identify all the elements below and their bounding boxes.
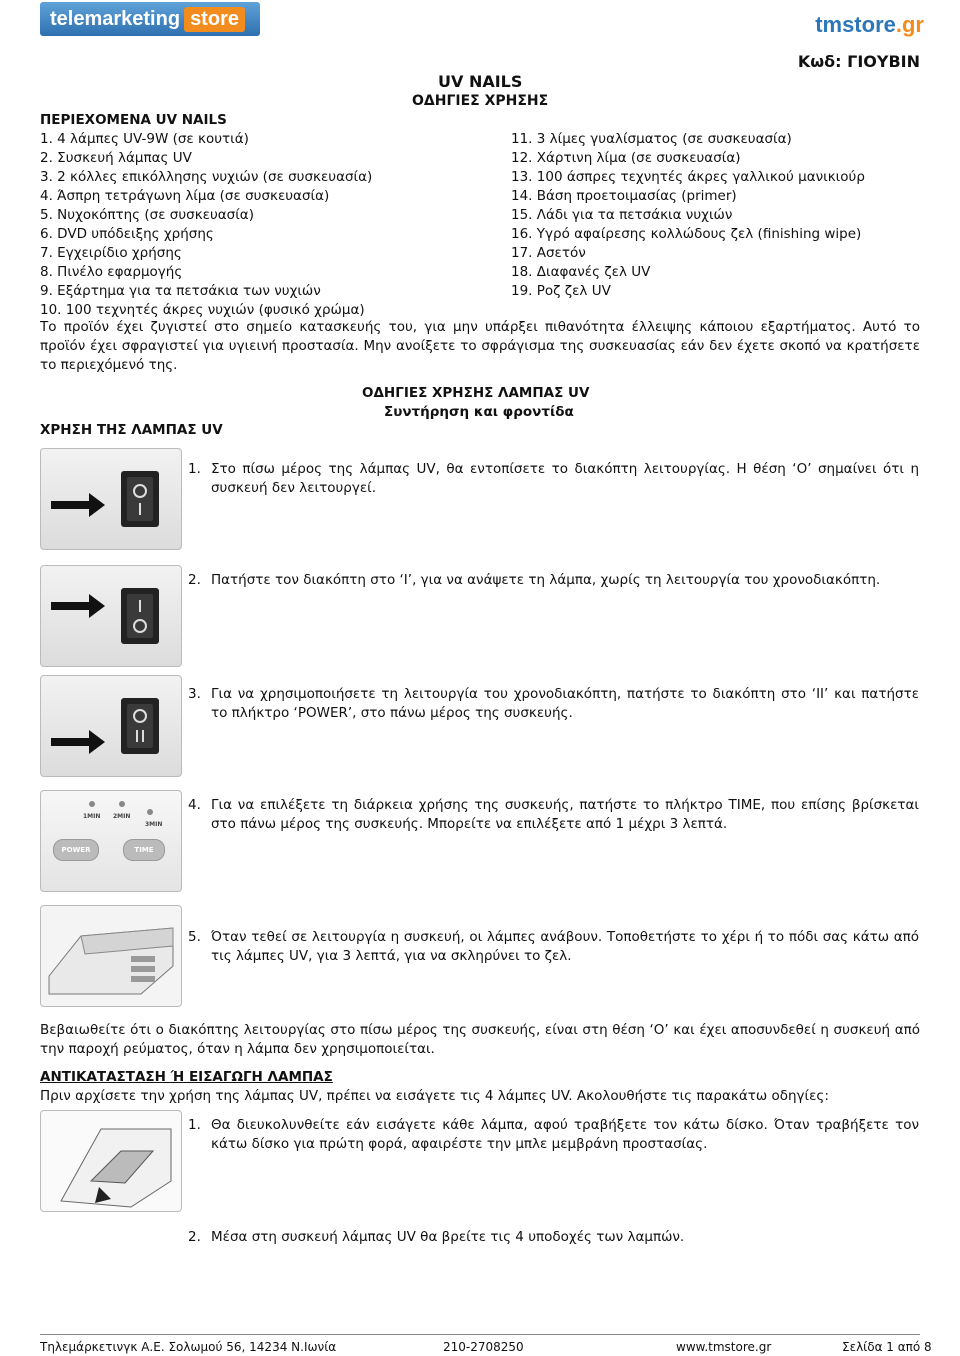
footer-phone: 210-2708250	[443, 1340, 524, 1354]
telemarketing-store-logo	[40, 2, 260, 36]
list-item: 6. DVD υπόδειξης χρήσης	[40, 226, 214, 242]
list-item: 17. Ασετόν	[511, 245, 586, 261]
time-button-label: TIME	[123, 839, 165, 861]
switch-on-illustration	[40, 565, 182, 667]
tmstore-logo	[815, 12, 924, 38]
list-item: 3. 2 κόλλες επικόλλησης νυχιών (σε συσκευασία)	[40, 169, 373, 185]
footer-website[interactable]: www.tmstore.gr	[676, 1340, 772, 1354]
safety-note: Βεβαιωθείτε ότι ο διακόπτης λειτουργίας στο πίσω μέρος της συσκευής, είναι στη θέση ‘Ο’ και έχει αποσυνδεθεί η συσκευή από την παροχή ρεύματος, όταν η λάμπα δεν χρησιμοποιείται.	[40, 1022, 920, 1057]
product-code: Κωδ: ΓΙΟΥΒΙΝ	[797, 52, 920, 71]
list-item: 14. Βάση προετοιμασίας (primer)	[511, 188, 737, 204]
footer-company: Τηλεμάρκετινγκ Α.Ε. Σολωμού 56, 14234 Ν.Ιωνία	[40, 1340, 337, 1354]
switch-timer-illustration	[40, 675, 182, 777]
footer-page-number: Σελίδα 1 από 8	[842, 1340, 932, 1354]
uv-lamp-icon	[41, 906, 181, 1006]
led-icon	[147, 809, 153, 815]
rocker-switch-icon	[41, 676, 181, 776]
logo-tag-text: store	[184, 7, 245, 32]
step-text: Για να επιλέξετε τη διάρκεια χρήσης της συσκευής, πατήστε το πλήκτρο TIME, που επίσης βρίσκεται στο πάνω μέρος της συσκευής. Μπορείτε να επιλέξετε από 1 μέχρι 3 λεπτά.	[211, 797, 919, 832]
contents-left-list	[40, 130, 372, 320]
led-icon	[89, 801, 95, 807]
lamp-usage-heading: ΧΡΗΣΗ ΤΗΣ ΛΑΜΠΑΣ UV	[40, 422, 223, 438]
logo-right-tld: .gr	[895, 12, 924, 37]
replace-intro: Πριν αρχίσετε την χρήση της λάμπας UV, πρέπει να εισάγετε τις 4 λάμπες UV. Ακολουθήστε τις παρακάτω οδηγίες:	[40, 1088, 829, 1104]
footer-divider	[40, 1334, 920, 1335]
step-text: Θα διευκολυνθείτε εάν εισάγετε κάθε λάμπα, αφού τραβήξετε τον κάτω δίσκο. Όταν τραβήξετε τον κάτω δίσκο για πρώτη φορά, αφαιρέστε την μπλε μεμβράνη προστασίας.	[211, 1117, 919, 1152]
list-item: 4. Άσπρη τετράγωνη λίμα (σε συσκευασία)	[40, 188, 330, 204]
rocker-switch-icon	[41, 449, 181, 549]
list-item: 5. Νυχοκόπτης (σε συσκευασία)	[40, 207, 254, 223]
page-subtitle: ΟΔΗΓΙΕΣ ΧΡΗΣΗΣ	[412, 93, 549, 109]
replace-heading: ΑΝΤΙΚΑΤΑΣΤΑΣΗ Ή ΕΙΣΑΓΩΓΗ ΛΑΜΠΑΣ	[40, 1069, 333, 1085]
step-number: 2.	[188, 1229, 201, 1245]
contents-right-list	[511, 130, 865, 301]
rocker-switch-icon	[41, 566, 181, 666]
lamp-instructions-heading: ΟΔΗΓΙΕΣ ΧΡΗΣΗΣ ΛΑΜΠΑΣ UV	[362, 385, 590, 401]
contents-heading: ΠΕΡΙΕΧΟΜΕΝΑ UV NAILS	[40, 112, 227, 128]
step-number: 1.	[188, 461, 201, 477]
step-number: 2.	[188, 572, 201, 588]
list-item: 19. Ροζ ζελ UV	[511, 283, 611, 299]
step-text: Στο πίσω μέρος της λάμπας UV, θα εντοπίσετε το διακόπτη λειτουργίας. Η θέση ‘Ο’ σημαίνει ότι η συσκευή δεν λειτουργεί.	[211, 461, 919, 496]
list-item: 9. Εξάρτημα για τα πετσάκια των νυχιών	[40, 283, 321, 299]
maintenance-heading: Συντήρηση και φροντίδα	[384, 404, 574, 420]
list-item: 7. Εγχειρίδιο χρήσης	[40, 245, 182, 261]
step-number: 4.	[188, 797, 201, 813]
intro-paragraph: Το προϊόν έχει ζυγιστεί στο σημείο κατασκευής του, για μην υπάρξει πιθανότητα έλλειψης κάποιου εξαρτήματος. Αυτό το προϊόν έχει σφραγιστεί για υγιεινή προστασία. Μην ανοίξετε το σφράγισμα της συσκευασίας εάν δεν έχετε σκοπό να κρατήσετε το περιεχόμενό της.	[40, 319, 920, 373]
list-item: 18. Διαφανές ζελ UV	[511, 264, 651, 280]
step-text: Για να χρησιμοποιήσετε τη λειτουργία του χρονοδιακόπτη, πατήστε το διακόπτη στο ‘II’ και πατήστε το πλήκτρο ‘POWER’, στο πάνω μέρος της συσκευής.	[211, 686, 919, 721]
step-number: 1.	[188, 1117, 201, 1133]
step-number: 5.	[188, 929, 201, 945]
bulb-slot-icon	[41, 1111, 181, 1211]
panel-label-2min: 2MIN	[113, 813, 131, 820]
list-item: 2. Συσκευή λάμπας UV	[40, 150, 192, 166]
bulb-insert-illustration	[40, 1110, 182, 1212]
lamp-device-illustration	[40, 905, 182, 1007]
panel-label-3min: 3MIN	[145, 821, 163, 828]
logo-main-text: telemarketing	[50, 7, 181, 30]
step-number: 3.	[188, 686, 201, 702]
step-text: Μέσα στη συσκευή λάμπας UV θα βρείτε τις 4 υποδοχές των λαμπών.	[211, 1229, 685, 1245]
list-item: 13. 100 άσπρες τεχνητές άκρες γαλλικού μανικιούρ	[511, 169, 865, 185]
page-title: UV NAILS	[438, 72, 523, 91]
power-button-label: POWER	[53, 839, 99, 861]
switch-off-illustration	[40, 448, 182, 550]
logo-right-text: tmstore	[815, 12, 896, 37]
list-item: 1. 4 λάμπες UV-9W (σε κουτιά)	[40, 131, 249, 147]
step-text: Όταν τεθεί σε λειτουργία η συσκευή, οι λάμπες ανάβουν. Τοποθετήστε το χέρι ή το πόδι σας κάτω από τις λάμπες UV, για 3 λεπτά, για να σκληρύνει το ζελ.	[211, 929, 919, 964]
list-item: 12. Χάρτινη λίμα (σε συσκευασία)	[511, 150, 741, 166]
list-item: 16. Υγρό αφαίρεσης κολλώδους ζελ (finishing wipe)	[511, 226, 862, 242]
panel-label-1min: 1MIN	[83, 813, 101, 820]
list-item: 8. Πινέλο εφαρμογής	[40, 264, 183, 280]
led-icon	[119, 801, 125, 807]
list-item: 11. 3 λίμες γυαλίσματος (σε συσκευασία)	[511, 131, 792, 147]
list-item: 15. Λάδι για τα πετσάκια νυχιών	[511, 207, 733, 223]
step-text: Πατήστε τον διακόπτη στο ‘I’, για να ανάψετε τη λάμπα, χωρίς τη λειτουργία του χρονοδιακόπτη.	[211, 572, 881, 588]
list-item: 10. 100 τεχνητές άκρες νυχιών (φυσικό χρώμα)	[40, 302, 365, 318]
control-panel-illustration	[40, 790, 182, 892]
